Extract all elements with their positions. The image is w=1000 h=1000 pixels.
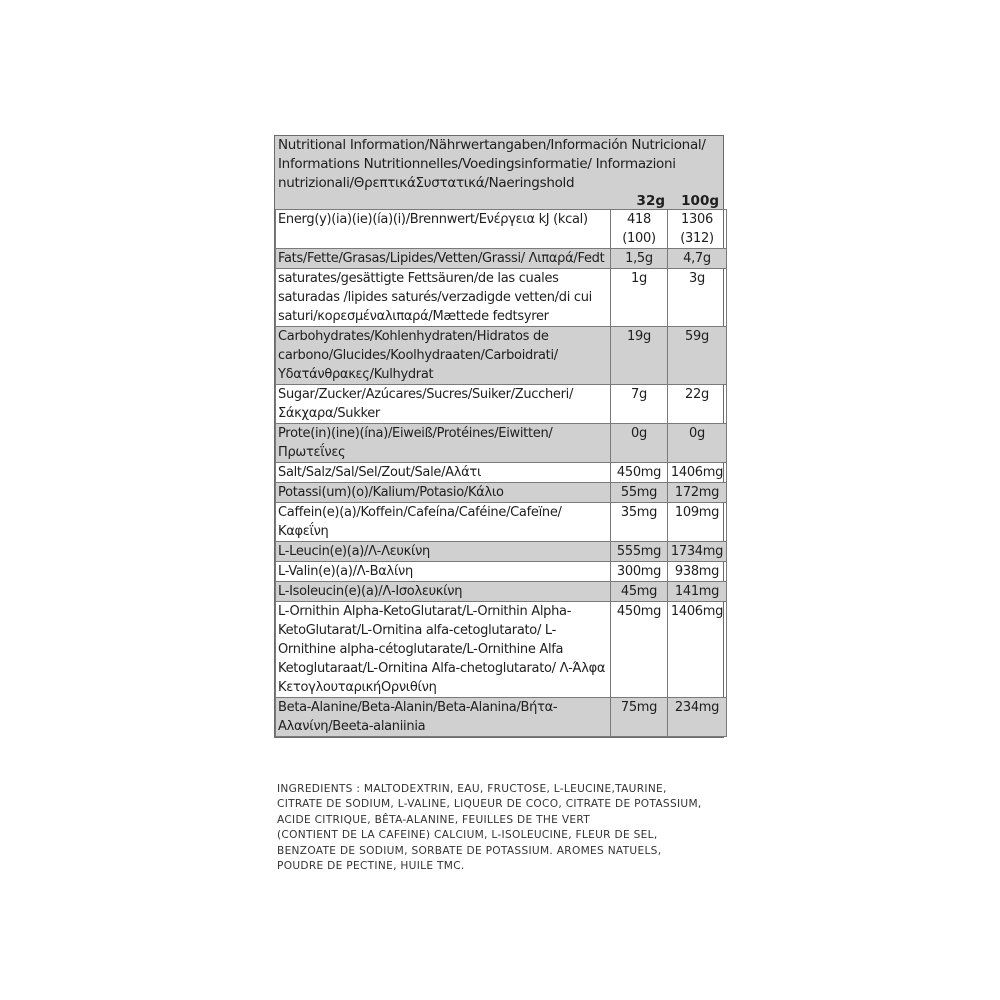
table-row bbox=[276, 698, 727, 737]
value-per-100g: 22g bbox=[668, 385, 727, 424]
nutrient-label: Potassi(um)(o)/Kalium/Potasio/Κάλιο bbox=[276, 483, 611, 503]
table-row bbox=[276, 602, 727, 698]
value-per-100g: 3g bbox=[668, 269, 727, 327]
nutrient-label: Prote(in)(ine)(ína)/Eiweiß/Protéines/Eiwitten/ Πρωτεΐνες bbox=[276, 424, 611, 463]
nutrient-label: L-Leucin(e)(a)/Λ-Λευκίνη bbox=[276, 542, 611, 562]
column-header-portion: 32g bbox=[636, 193, 665, 209]
value-per-100g: 0g bbox=[668, 424, 727, 463]
value-per-portion: 1,5g bbox=[611, 249, 668, 269]
value-per-portion: 7g bbox=[611, 385, 668, 424]
column-header-blank bbox=[275, 193, 607, 209]
value-per-portion: 555mg bbox=[611, 542, 668, 562]
nutrient-label: L-Ornithin Alpha-KetoGlutarat/L-Ornithin Alpha-KetoGlutarat/L-Ornitina alfa-cetoglutarato/ L-Ornithine alpha-cétoglutarate/L-Ornithine Alfa Ketoglutaraat/L-Ornitina Alfa-chetoglutarato/ Λ-Άλφα ΚετογλουταρικήΟρνιθίνη bbox=[276, 602, 611, 698]
nutrient-label: Beta-Alanine/Beta-Alanin/Beta-Alanina/Βήτα-Αλανίνη/Beeta-alaniinia bbox=[276, 698, 611, 737]
value-per-portion: 300mg bbox=[611, 562, 668, 582]
table-row bbox=[276, 424, 727, 463]
value-per-100g: 1734mg bbox=[668, 542, 727, 562]
value-per-100g: 141mg bbox=[668, 582, 727, 602]
value-per-portion: 35mg bbox=[611, 503, 668, 542]
table-row bbox=[276, 582, 727, 602]
table-row bbox=[276, 542, 727, 562]
table-row bbox=[276, 385, 727, 424]
table-row bbox=[276, 503, 727, 542]
table-row bbox=[276, 269, 727, 327]
value-per-100g: 4,7g bbox=[668, 249, 727, 269]
nutrient-label: Sugar/Zucker/Azúcares/Sucres/Suiker/Zuccheri/ Σάκχαρα/Sukker bbox=[276, 385, 611, 424]
table-row bbox=[276, 210, 727, 249]
value-per-100g: 1406mg bbox=[668, 602, 727, 698]
table-row bbox=[276, 463, 727, 483]
value-per-100g: 234mg bbox=[668, 698, 727, 737]
nutrition-rows bbox=[275, 209, 727, 737]
value-per-portion: 45mg bbox=[611, 582, 668, 602]
value-per-portion: 0g bbox=[611, 424, 668, 463]
value-per-100g: 109mg bbox=[668, 503, 727, 542]
value-per-portion: 1g bbox=[611, 269, 668, 327]
nutrient-label: saturates/gesättigte Fettsäuren/de las cuales saturadas /lipides saturés/verzadigde vetten/di cui saturi/κορεσμέναλιπαρά/Mættede fedtsyrer bbox=[276, 269, 611, 327]
value-per-100g: 1306 (312) bbox=[668, 210, 727, 249]
table-row bbox=[276, 249, 727, 269]
value-per-portion: 55mg bbox=[611, 483, 668, 503]
value-per-portion: 450mg bbox=[611, 463, 668, 483]
table-row bbox=[276, 483, 727, 503]
value-per-portion: 418 (100) bbox=[611, 210, 668, 249]
nutrient-label: L-Isoleucin(e)(a)/Λ-Ισολευκίνη bbox=[276, 582, 611, 602]
nutrition-table bbox=[274, 135, 724, 738]
table-row bbox=[276, 327, 727, 385]
nutrient-label: Caffein(e)(a)/Koffein/Cafeína/Caféine/Cafeïne/ Καφεΐνη bbox=[276, 503, 611, 542]
value-per-100g: 938mg bbox=[668, 562, 727, 582]
nutrient-label: Carbohydrates/Kohlenhydraten/Hidratos de carbono/Glucides/Koolhydraaten/Carboidrati/ Υδατάνθρακες/Kulhydrat bbox=[276, 327, 611, 385]
value-per-100g: 1406mg bbox=[668, 463, 727, 483]
nutrient-label: Salt/Salz/Sal/Sel/Zout/Sale/Αλάτι bbox=[276, 463, 611, 483]
table-heading: Nutritional Information/Nährwertangaben/Información Nutricional/ Informations Nutritionnelles/Voedingsinformatie/ Informazioni nutrizionali/ΘρεπτικάΣυστατικά/Naeringshold bbox=[275, 136, 723, 193]
value-per-portion: 19g bbox=[611, 327, 668, 385]
ingredients-text: INGREDIENTS : MALTODEXTRIN, EAU, FRUCTOSE, L-LEUCINE,TAURINE, CITRATE DE SODIUM, L-VALINE, LIQUEUR DE COCO, CITRATE DE POTASSIUM, ACIDE CITRIQUE, BÊTA-ALANINE, FEUILLES DE THE VERT (CONTIENT DE LA CAFEINE) CALCIUM, L-ISOLEUCINE, FLEUR DE SEL, BENZOATE DE SODIUM, SORBATE DE POTASSIUM. AROMES NATUELS, POUDRE DE PECTINE, HUILE TMC. bbox=[277, 783, 702, 873]
value-per-portion: 450mg bbox=[611, 602, 668, 698]
nutrient-label: Fats/Fette/Grasas/Lipides/Vetten/Grassi/ Λιπαρά/Fedt bbox=[276, 249, 611, 269]
column-header-per100: 100g bbox=[681, 193, 719, 209]
value-per-portion: 75mg bbox=[611, 698, 668, 737]
column-header-row bbox=[275, 193, 723, 209]
nutrient-label: Energ(y)(ia)(ie)(ía)(i)/Brennwert/Ενέργεια kJ (kcal) bbox=[276, 210, 611, 249]
value-per-100g: 59g bbox=[668, 327, 727, 385]
table-row bbox=[276, 562, 727, 582]
nutrient-label: L-Valin(e)(a)/Λ-Βαλίνη bbox=[276, 562, 611, 582]
value-per-100g: 172mg bbox=[668, 483, 727, 503]
